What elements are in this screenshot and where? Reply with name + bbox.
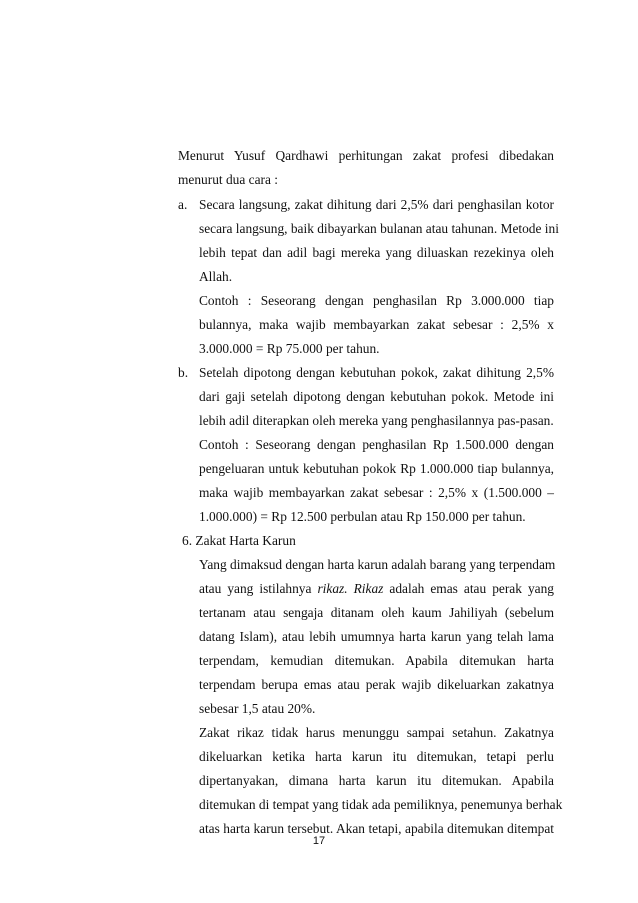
- section-6-line: datang Islam), atau lebih umumnya harta karun yang telah lama: [199, 629, 554, 644]
- section-6-line: ditemukan di tempat yang tidak ada pemiliknya, penemunya berhak: [199, 797, 563, 812]
- item-b-line: maka wajib membayarkan zakat sebesar : 2,5% x (1.500.000 –: [199, 485, 554, 500]
- item-b-line: pengeluaran untuk kebutuhan pokok Rp 1.000.000 tiap bulannya,: [199, 461, 554, 476]
- section-6-text: atau yang istilahnya: [199, 581, 318, 596]
- item-a-line: lebih tepat dan adil bagi mereka yang diluaskan rezekinya oleh: [199, 245, 554, 260]
- section-6-line: tertanam atau sengaja ditanam oleh kaum Jahiliyah (sebelum: [199, 605, 554, 620]
- item-b-line: dari gaji setelah dipotong dengan kebutuhan pokok. Metode ini: [199, 389, 554, 404]
- item-b-line: 1.000.000) = Rp 12.500 perbulan atau Rp 150.000 per tahun.: [199, 509, 526, 524]
- intro-line: menurut dua cara :: [178, 172, 279, 187]
- section-6-heading: 6. Zakat Harta Karun: [182, 533, 296, 548]
- section-6-line: sebesar 1,5 atau 20%.: [199, 701, 316, 716]
- section-6-line: terpendam, kemudian ditemukan. Apabila ditemukan harta: [199, 653, 554, 668]
- item-b-line: Contoh : Seseorang dengan penghasilan Rp 1.500.000 dengan: [199, 437, 554, 452]
- section-6-line: Zakat rikaz tidak harus menunggu sampai setahun. Zakatnya: [199, 725, 554, 740]
- item-b-line: Setelah dipotong dengan kebutuhan pokok, zakat dihitung 2,5%: [199, 365, 554, 380]
- section-6-line: [199, 577, 554, 601]
- intro-line: Menurut Yusuf Qardhawi perhitungan zakat profesi dibedakan: [178, 148, 554, 163]
- section-6-italic-term: rikaz. Rikaz: [317, 581, 384, 596]
- section-6-line: Yang dimaksud dengan harta karun adalah barang yang terpendam: [199, 557, 556, 572]
- section-6-line: dipertanyakan, dimana harta karun itu ditemukan. Apabila: [199, 773, 554, 788]
- item-a-line: secara langsung, baik dibayarkan bulanan atau tahunan. Metode ini: [199, 221, 559, 236]
- section-6-line: terpendam berupa emas atau perak wajib dikeluarkan zakatnya: [199, 677, 554, 692]
- item-a-line: Contoh : Seseorang dengan penghasilan Rp 3.000.000 tiap: [199, 293, 554, 308]
- item-a-line: Allah.: [199, 269, 233, 284]
- item-a-line: 3.000.000 = Rp 75.000 per tahun.: [199, 341, 380, 356]
- item-b-line: lebih adil diterapkan oleh mereka yang penghasilannya pas-pasan.: [199, 413, 554, 428]
- page-number: 17: [312, 835, 326, 847]
- section-6-line: atas harta karun tersebut. Akan tetapi, apabila ditemukan ditempat: [199, 821, 554, 836]
- list-marker-b: b.: [178, 365, 189, 380]
- section-6-text: adalah emas atau perak yang: [383, 581, 554, 596]
- item-a-line: Secara langsung, zakat dihitung dari 2,5% dari penghasilan kotor: [199, 197, 554, 212]
- list-marker-a: a.: [178, 197, 188, 212]
- section-6-line: dikeluarkan ketika harta karun itu ditemukan, tetapi perlu: [199, 749, 554, 764]
- item-a-line: bulannya, maka wajib membayarkan zakat sebesar : 2,5% x: [199, 317, 554, 332]
